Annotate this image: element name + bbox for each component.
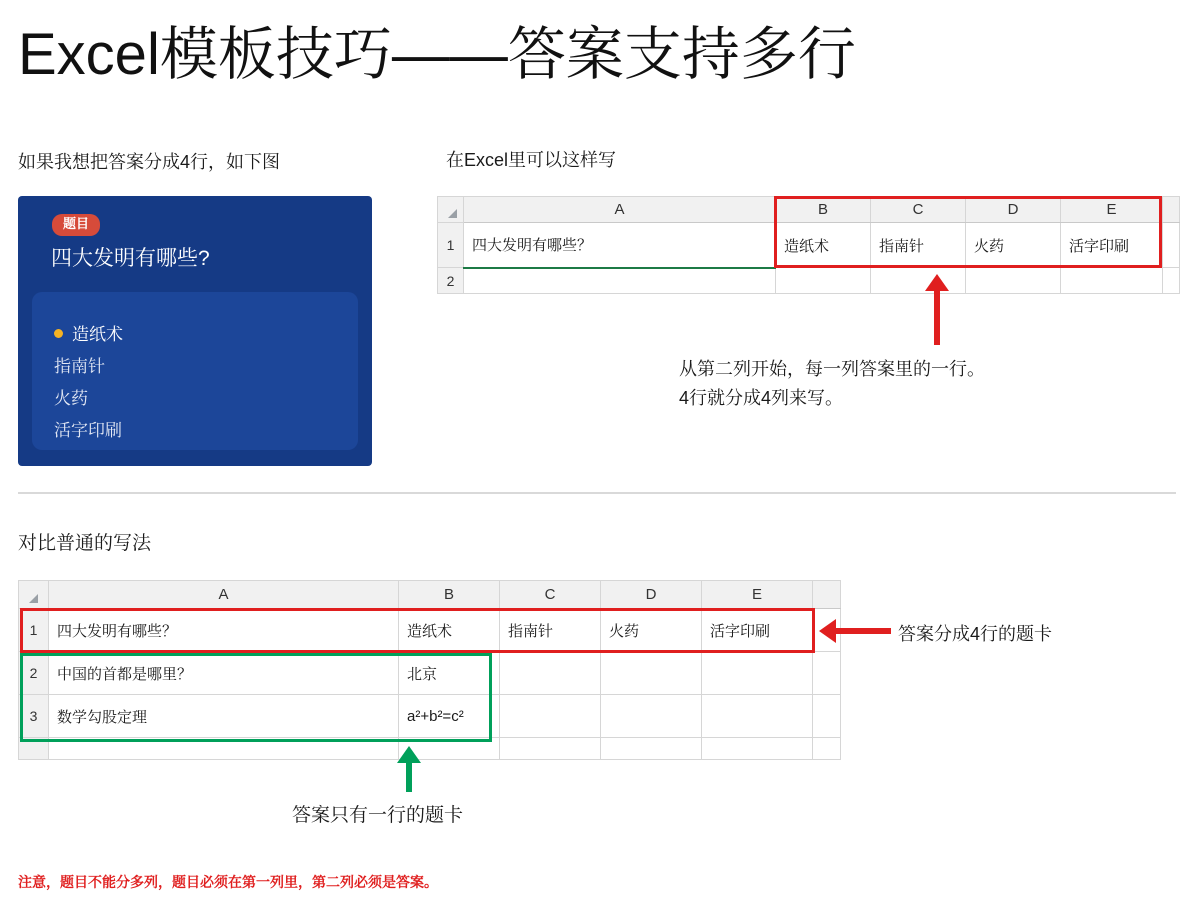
sheet1-cell-c2[interactable] [871, 268, 966, 294]
sheet2-col-c[interactable]: C [500, 581, 601, 609]
sheet2-cell-d2[interactable] [601, 652, 702, 695]
table-row[interactable] [19, 652, 841, 695]
table-row[interactable] [19, 738, 841, 760]
table-row[interactable] [438, 268, 1180, 294]
arrow-up-green-icon [406, 762, 412, 792]
sheet1-col-c[interactable]: C [871, 197, 966, 223]
sheet2-cell-a2[interactable]: 中国的首都是哪里？ [49, 652, 399, 695]
sheet1-col-e[interactable]: E [1061, 197, 1163, 223]
sheet2-row-header-4[interactable] [19, 738, 49, 760]
sheet2-cell-a1[interactable]: 四大发明有哪些？ [49, 609, 399, 652]
sheet2-cell-b3[interactable]: a²+b²=c² [399, 695, 500, 738]
section1-note-line2: 4行就分成4列来写。 [679, 387, 844, 408]
corner-triangle-icon [29, 594, 38, 603]
sheet1-col-d[interactable]: D [966, 197, 1061, 223]
footnote-warning: 注意，题目不能分多列，题目必须在第一列里，第二列必须是答案。 [18, 874, 438, 890]
sheet2-col-d[interactable]: D [601, 581, 702, 609]
sheet2-cell-d3[interactable] [601, 695, 702, 738]
card-answer-1 [54, 320, 123, 345]
sheet1-cell-b1[interactable]: 造纸术 [776, 223, 871, 268]
card-answer-2: 指南针 [54, 357, 105, 376]
card-answer-1-label: 造纸术 [72, 325, 123, 344]
sheet1-cell-d2[interactable] [966, 268, 1061, 294]
sheet2-row-header-2[interactable]: 2 [19, 652, 49, 695]
sheet1-row-header-1[interactable]: 1 [438, 223, 464, 268]
sheet2-cell-c1[interactable]: 指南针 [500, 609, 601, 652]
sheet2-column-header-row [19, 581, 841, 609]
sheet2-cell-d1[interactable]: 火药 [601, 609, 702, 652]
sheet2-cell-c2[interactable] [500, 652, 601, 695]
bullet-dot-icon [54, 329, 63, 338]
sheet2-cell-e2[interactable] [702, 652, 813, 695]
card-answer-panel [32, 292, 358, 450]
table-row[interactable] [438, 223, 1180, 268]
sheet2-cell-f3[interactable] [813, 695, 841, 738]
sheet2-cell-c3[interactable] [500, 695, 601, 738]
sheet1-cell-f1[interactable] [1163, 223, 1180, 268]
sheet2-row-header-3[interactable]: 3 [19, 695, 49, 738]
section1-note [679, 355, 1179, 413]
sheet1-cell-d1[interactable]: 火药 [966, 223, 1061, 268]
corner-triangle-icon [448, 209, 457, 218]
sheet1-col-b[interactable]: B [776, 197, 871, 223]
sheet2-cell-f4[interactable] [813, 738, 841, 760]
sheet1-col-f[interactable] [1163, 197, 1180, 223]
sheet2-col-e[interactable]: E [702, 581, 813, 609]
sheet2-cell-b1[interactable]: 造纸术 [399, 609, 500, 652]
sheet1-row-header-2[interactable]: 2 [438, 268, 464, 294]
table-row[interactable] [19, 609, 841, 652]
sheet1-column-header-row [438, 197, 1180, 223]
section2-label: 对比普通的写法 [18, 533, 152, 554]
sheet1-col-a[interactable]: A [464, 197, 776, 223]
section-divider [18, 492, 1176, 494]
table-row[interactable] [19, 695, 841, 738]
select-all-corner[interactable] [438, 197, 464, 223]
sheet1-cell-c1[interactable]: 指南针 [871, 223, 966, 268]
section1-right-label: 在Excel里可以这样写 [446, 150, 617, 170]
arrow-up-red-icon [934, 290, 940, 345]
card-answer-4: 活字印刷 [54, 421, 122, 440]
sheet2-cell-c4[interactable] [500, 738, 601, 760]
sheet2-cell-b2[interactable]: 北京 [399, 652, 500, 695]
sheet2-col-f[interactable] [813, 581, 841, 609]
select-all-corner[interactable] [19, 581, 49, 609]
page-title: Excel模板技巧——答案支持多行 [18, 22, 856, 87]
card-answer-3: 火药 [54, 389, 88, 408]
sheet1-cell-e2[interactable] [1061, 268, 1163, 294]
section1-note-line1: 从第二列开始，每一列答案里的一行。 [679, 359, 985, 379]
excel-sheet-multiline[interactable] [437, 196, 1180, 294]
card-question: 四大发明有哪些? [51, 247, 210, 270]
sheet2-col-b[interactable]: B [399, 581, 500, 609]
sheet2-col-a[interactable]: A [49, 581, 399, 609]
sheet2-cell-e3[interactable] [702, 695, 813, 738]
section2-green-note: 答案只有一行的题卡 [292, 805, 464, 826]
section1-left-label: 如果我想把答案分成4行，如下图 [18, 152, 281, 172]
sheet1-cell-f2[interactable] [1163, 268, 1180, 294]
sheet2-cell-f2[interactable] [813, 652, 841, 695]
section2-red-note: 答案分成4行的题卡 [898, 624, 1053, 644]
excel-sheet-comparison[interactable] [18, 580, 841, 760]
sheet1-cell-a1[interactable]: 四大发明有哪些？ [464, 223, 776, 268]
sheet2-cell-e1[interactable]: 活字印刷 [702, 609, 813, 652]
sheet2-row-header-1[interactable]: 1 [19, 609, 49, 652]
arrow-left-red-icon [836, 628, 891, 634]
sheet1-cell-b2[interactable] [776, 268, 871, 294]
sheet2-cell-a3[interactable]: 数学勾股定理 [49, 695, 399, 738]
sheet2-cell-e4[interactable] [702, 738, 813, 760]
sheet2-cell-d4[interactable] [601, 738, 702, 760]
sheet2-cell-a4[interactable] [49, 738, 399, 760]
card-badge: 题目 [52, 214, 100, 236]
question-card [18, 196, 372, 466]
sheet1-cell-a2[interactable] [464, 268, 776, 294]
sheet1-cell-e1[interactable]: 活字印刷 [1061, 223, 1163, 268]
